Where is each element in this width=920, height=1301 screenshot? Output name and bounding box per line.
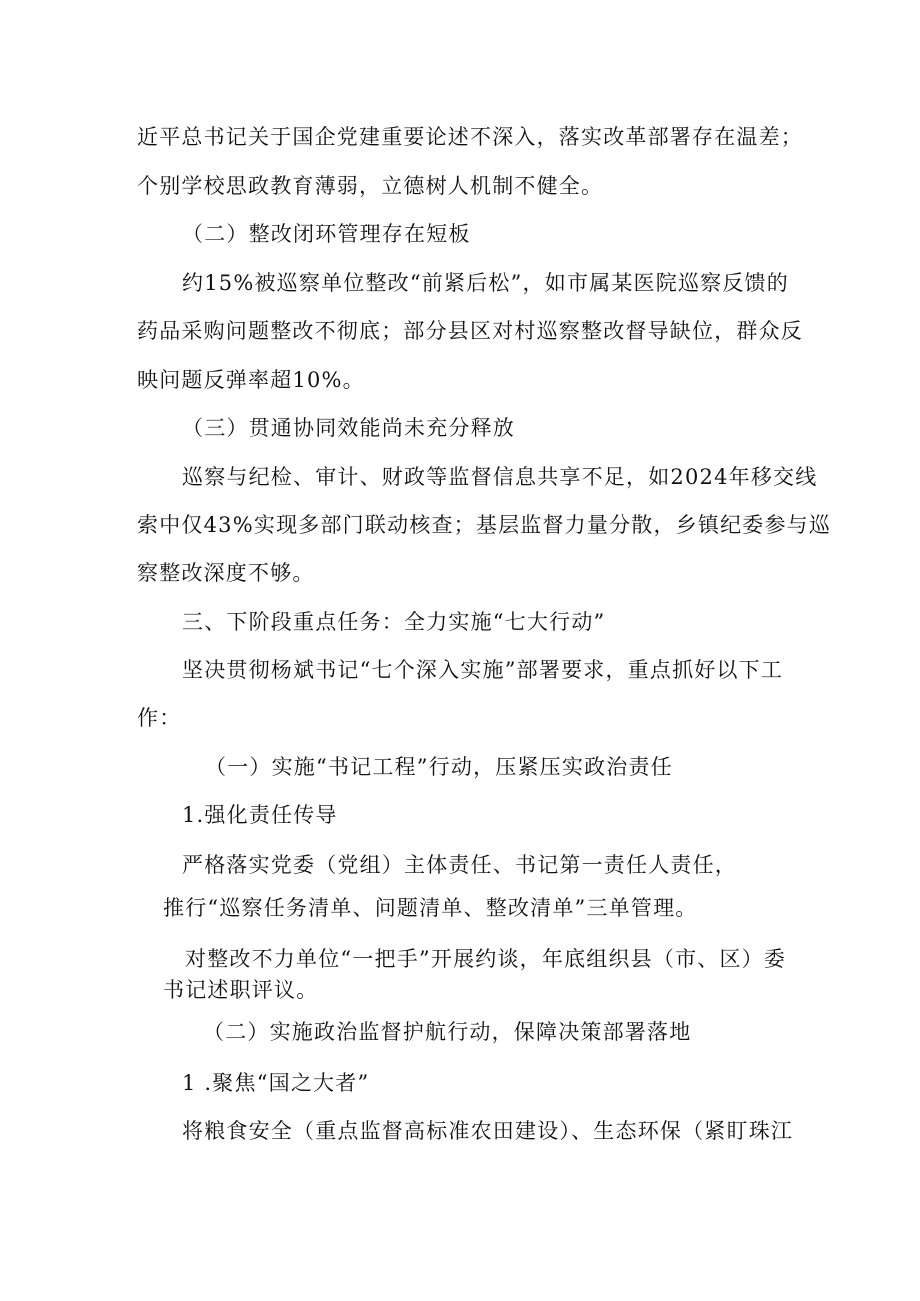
main-heading: 三、下阶段重点任务：全力实施“七大行动” (182, 610, 606, 634)
section-heading: （二）整改闭环管理存在短板 (182, 222, 471, 246)
body-text-line: 将粮食安全（重点监督高标准农田建设）、生态环保（紧盯珠江 (182, 1119, 794, 1143)
body-text-line: 个别学校思政教育薄弱，立德树人机制不健全。 (137, 174, 604, 198)
body-text-line: 书记述职评议。 (163, 978, 319, 1002)
body-text-line: 药品采购问题整改不彻底；部分县区对村巡察整改督导缺位，群众反 (137, 319, 803, 343)
body-text-line: 严格落实党委（党组）主体责任、书记第一责任人责任， (182, 853, 737, 877)
body-text-line: 坚决贯彻杨斌书记“七个深入实施”部署要求，重点抓好以下工 (182, 658, 784, 682)
body-text-line: 作： (137, 706, 182, 730)
body-text-line: 映问题反弹率超10%。 (137, 368, 365, 392)
section-heading: （三）贯通协同效能尚未充分释放 (182, 416, 515, 440)
body-text-line: 巡察与纪检、审计、财政等监督信息共享不足，如2024年移交线 (182, 465, 818, 489)
subsection-heading: 1.强化责任传导 (182, 803, 338, 827)
body-text-line: 约15%被巡察单位整改“前紧后松”，如市属某医院巡察反馈的 (182, 271, 789, 295)
body-text-line: 推行“巡察任务清单、问题清单、整改清单”三单管理。 (163, 896, 698, 920)
subsection-heading: 1 .聚焦“国之大者” (182, 1071, 370, 1095)
body-text-line: 察整改深度不够。 (137, 561, 315, 585)
body-text-line: 索中仅43%实现多部门联动核查；基层监督力量分散，乡镇纪委参与巡 (137, 513, 832, 537)
body-text-line: 对整改不力单位“一把手”开展约谈，年底组织县（市、区）委 (185, 947, 787, 971)
body-text-line: 近平总书记关于国企党建重要论述不深入，落实改革部署存在温差； (137, 125, 803, 149)
section-heading: （一）实施“书记工程”行动，压紧压实政治责任 (205, 755, 673, 779)
section-heading: （二）实施政治监督护航行动，保障决策部署落地 (203, 1020, 692, 1044)
